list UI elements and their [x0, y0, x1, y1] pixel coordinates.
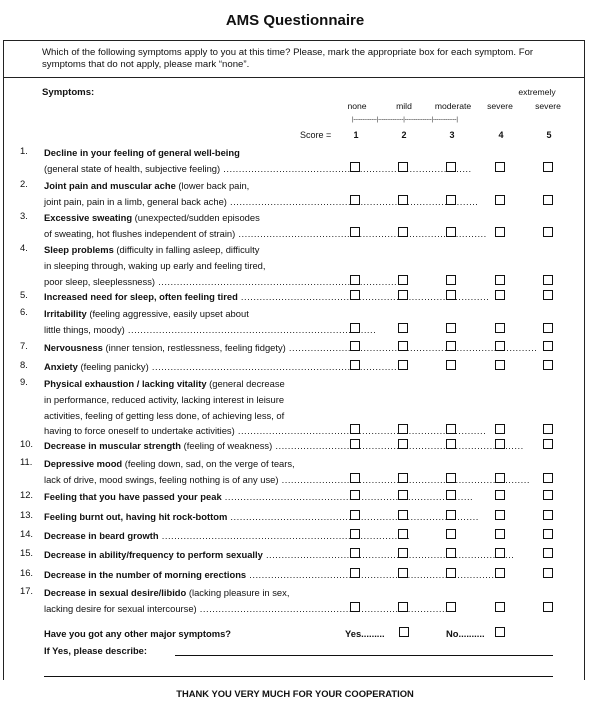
- scale-col-extremely-severe: severe: [535, 101, 561, 111]
- symptom-title: Physical exhaustion / lacking vitality: [44, 378, 207, 389]
- symptom-title: Anxiety: [44, 361, 78, 372]
- score-checkbox-5[interactable]: [543, 424, 553, 434]
- score-checkbox-5[interactable]: [543, 439, 553, 449]
- symptom-text: [44, 210, 487, 242]
- score-checkbox-5[interactable]: [543, 548, 553, 558]
- score-checkbox-5[interactable]: [543, 290, 553, 300]
- symptom-text: [44, 178, 479, 210]
- symptom-detail: (feeling panicky): [77, 361, 149, 372]
- symptom-number: 15.: [20, 547, 34, 558]
- symptom-text: Feeling burnt out, having hit rock-bottom ................................................................................: [44, 511, 479, 522]
- symptom-detail-line: having to force oneself to undertake activities) ................................................................................: [44, 425, 487, 437]
- describe-input-line-2[interactable]: [44, 676, 553, 677]
- symptom-number: 12.: [20, 489, 34, 500]
- symptom-title: Decrease in beard growth: [44, 530, 159, 541]
- score-checkbox-5[interactable]: [543, 323, 553, 333]
- score-checkbox-4[interactable]: [495, 227, 505, 237]
- symptom-number: 17.: [20, 585, 34, 596]
- score-checkbox-4[interactable]: [495, 510, 505, 520]
- thanks-footer: THANK YOU VERY MUCH FOR YOUR COOPERATION: [176, 688, 414, 699]
- symptom-number: 3.: [20, 210, 28, 221]
- symptom-text: [44, 306, 377, 338]
- score-2: 2: [401, 130, 407, 140]
- symptom-text: [44, 376, 487, 439]
- score-checkbox-4[interactable]: [495, 323, 505, 333]
- score-checkbox-5[interactable]: [543, 275, 553, 285]
- symptom-detail: (general decrease: [206, 378, 285, 389]
- scale-col-severe: severe: [487, 101, 513, 111]
- score-checkbox-5[interactable]: [543, 568, 553, 578]
- symptom-text: Feeling that you have passed your peak ................................................................................: [44, 491, 474, 502]
- symptom-number: 13.: [20, 509, 34, 520]
- symptom-text: Increased need for sleep, often feeling tired ................................................................................: [44, 291, 490, 302]
- score-checkbox-5[interactable]: [543, 195, 553, 205]
- symptom-number: 10.: [20, 438, 34, 449]
- symptom-number: 1.: [20, 145, 28, 156]
- symptom-detail-line: of sweating, hot flushes independent of strain) ................................................................................: [44, 227, 487, 239]
- score-checkbox-3[interactable]: [446, 529, 456, 539]
- score-checkbox-4[interactable]: [495, 162, 505, 172]
- score-checkbox-3[interactable]: [446, 275, 456, 285]
- score-4: 4: [498, 130, 504, 140]
- score-checkbox-4[interactable]: [495, 360, 505, 370]
- extremely-label: extremely: [518, 87, 556, 97]
- symptom-detail-line: (general state of health, subjective feeling) ................................................................................: [44, 162, 472, 174]
- describe-label: If Yes, please describe:: [44, 645, 148, 656]
- symptom-number: 6.: [20, 306, 28, 317]
- score-checkbox-4[interactable]: [495, 529, 505, 539]
- score-checkbox-4[interactable]: [495, 275, 505, 285]
- score-checkbox-5[interactable]: [543, 602, 553, 612]
- symptom-text: Decrease in muscular strength (feeling of weakness) ................................................................................: [44, 440, 524, 451]
- symptom-title: Irritability: [44, 308, 87, 319]
- symptom-number: 4.: [20, 242, 28, 253]
- score-checkbox-4[interactable]: [495, 424, 505, 434]
- symptom-title: Feeling that you have passed your peak: [44, 491, 222, 502]
- symptom-title: Nervousness: [44, 342, 103, 353]
- scale-col-mild: mild: [396, 101, 412, 111]
- intro-divider: [3, 77, 585, 78]
- symptom-title: Increased need for sleep, often feeling tired: [44, 291, 238, 302]
- other-no-label: No..........: [446, 628, 485, 639]
- symptom-title: Decrease in muscular strength: [44, 440, 182, 451]
- symptom-detail: (unexpected/sudden episodes: [132, 212, 260, 223]
- symptom-detail-line: in performance, reduced activity, lacking interest in leisure: [44, 393, 285, 405]
- symptom-title: Decrease in sexual desire/libido: [44, 587, 187, 598]
- symptom-number: 7.: [20, 340, 28, 351]
- symptom-detail: (lacking pleasure in sex,: [186, 587, 290, 598]
- score-checkbox-5[interactable]: [543, 473, 553, 483]
- symptom-text: [44, 585, 449, 617]
- symptom-detail: (feeling of weakness): [181, 440, 273, 451]
- symptom-title: Decrease in the number of morning erections: [44, 569, 247, 580]
- symptom-detail: (feeling down, sad, on the verge of tears,: [122, 458, 295, 469]
- symptom-text: Decrease in ability/frequency to perform sexually ................................................................................: [44, 549, 515, 560]
- score-checkbox-5[interactable]: [543, 227, 553, 237]
- score-checkbox-4[interactable]: [495, 290, 505, 300]
- symptom-text: Decrease in the number of morning erections ................................................................................: [44, 569, 498, 580]
- symptom-number: 14.: [20, 528, 34, 539]
- symptom-detail-line: in sleeping through, waking up early and feeling tired,: [44, 259, 266, 271]
- no-text: No: [446, 628, 459, 639]
- score-checkbox-4[interactable]: [495, 602, 505, 612]
- symptom-detail-line: joint pain, pain in a limb, general back ache) ................................................................................: [44, 195, 479, 207]
- score-checkbox-5[interactable]: [543, 162, 553, 172]
- symptoms-heading: Symptoms:: [42, 87, 95, 98]
- score-label: Score =: [300, 130, 332, 140]
- symptom-number: 11.: [20, 456, 33, 467]
- scale-rule: |-------------|--------------|---------------|-------------|: [352, 117, 458, 123]
- other-yes-label: Yes.........: [345, 628, 385, 639]
- symptom-title: Depressive mood: [44, 458, 123, 469]
- instructions-text: Which of the following symptoms apply to you at this time? Please, mark the appropriate box for each symptom. For symptoms that do not apply, please mark “none”.: [42, 47, 534, 70]
- symptom-text: Decrease in beard growth ................................................................................: [44, 530, 411, 541]
- score-checkbox-5[interactable]: [543, 341, 553, 351]
- scale-col-moderate: moderate: [434, 101, 472, 111]
- other-no-checkbox[interactable]: [495, 627, 505, 637]
- other-symptoms-question: Have you got any other major symptoms?: [44, 628, 232, 639]
- symptom-text: Anxiety (feeling panicky) ................................................................................: [44, 361, 401, 372]
- score-5: 5: [546, 130, 552, 140]
- symptom-number: 16.: [20, 567, 34, 578]
- score-3: 3: [449, 130, 455, 140]
- symptom-detail: (inner tension, restlessness, feeling fidgety): [102, 342, 286, 353]
- score-1: 1: [353, 130, 359, 140]
- symptom-detail: (difficulty in falling asleep, difficulty: [113, 244, 260, 255]
- score-checkbox-4[interactable]: [495, 195, 505, 205]
- scale-col-none: none: [347, 101, 367, 111]
- symptom-detail-line: activities, feeling of getting less done, of achieving less, of: [44, 409, 285, 421]
- symptom-number: 8.: [20, 359, 28, 370]
- yes-text: Yes: [345, 628, 362, 639]
- symptom-title: Feeling burnt out, having hit rock-bottom: [44, 511, 228, 522]
- symptom-title: Excessive sweating: [44, 212, 133, 223]
- symptom-number: 9.: [20, 376, 28, 387]
- symptom-detail-line: poor sleep, sleeplessness) ................................................................................: [44, 275, 407, 287]
- score-checkbox-3[interactable]: [446, 360, 456, 370]
- describe-input-line[interactable]: [175, 655, 553, 656]
- symptom-detail-line: little things, moody) ................................................................................: [44, 323, 377, 335]
- symptom-title: Decrease in ability/frequency to perform sexually: [44, 549, 263, 560]
- symptom-text: Nervousness (inner tension, restlessness, feeling fidgety) ................................................................................: [44, 342, 538, 353]
- score-checkbox-3[interactable]: [446, 323, 456, 333]
- symptom-detail: (feeling aggressive, easily upset about: [86, 308, 249, 319]
- symptom-detail-line: lacking desire for sexual intercourse) ................................................................................: [44, 602, 449, 614]
- other-yes-checkbox[interactable]: [399, 627, 409, 637]
- symptom-number: 5.: [20, 289, 28, 300]
- page-title: AMS Questionnaire: [225, 12, 365, 29]
- score-checkbox-5[interactable]: [543, 490, 553, 500]
- score-checkbox-5[interactable]: [543, 529, 553, 539]
- symptom-title: Decline in your feeling of general well-being: [44, 147, 240, 158]
- symptom-text: [44, 242, 407, 289]
- score-checkbox-2[interactable]: [398, 323, 408, 333]
- symptom-text: [44, 456, 530, 488]
- symptom-text: [44, 145, 472, 177]
- score-checkbox-4[interactable]: [495, 490, 505, 500]
- score-checkbox-5[interactable]: [543, 360, 553, 370]
- symptom-title: Joint pain and muscular ache: [44, 180, 176, 191]
- score-checkbox-5[interactable]: [543, 510, 553, 520]
- symptom-detail-line: lack of drive, mood swings, feeling nothing is of any use) ................................................................................: [44, 473, 530, 485]
- symptom-detail: (lower back pain,: [175, 180, 250, 191]
- symptom-number: 2.: [20, 178, 28, 189]
- symptom-title: Sleep problems: [44, 244, 114, 255]
